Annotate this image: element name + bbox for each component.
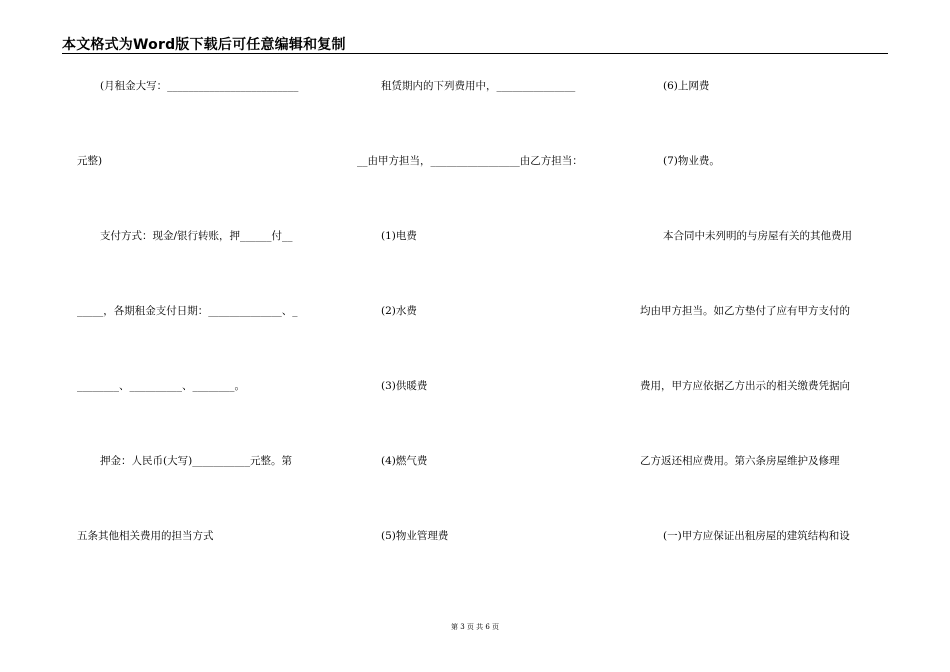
- middle-line-3: (1)电费: [381, 230, 417, 242]
- page-number-footer: 第 3 页 共 6 页: [450, 623, 500, 631]
- middle-line-5: (3)供暖费: [381, 380, 428, 392]
- middle-line-2: __由甲方担当，_________________由乙方担当：: [357, 155, 583, 167]
- left-line-1: (月租金大写：_________________________: [100, 80, 299, 92]
- right-line-3: 本合同中未列明的与房屋有关的其他费用: [663, 230, 852, 242]
- right-line-5: 费用，甲方应依据乙方出示的相关缴费凭据向: [640, 380, 850, 392]
- document-header-title: 本文格式为Word版下载后可任意编辑和复制: [62, 37, 346, 53]
- left-line-5: ________、__________、________。: [77, 380, 245, 392]
- middle-line-1: 租赁期内的下列费用中，_______________: [381, 80, 576, 92]
- right-line-2: (7)物业费。: [663, 155, 720, 167]
- left-line-6: 押金：人民币(大写)___________元整。第: [100, 455, 292, 467]
- middle-line-7: (5)物业管理费: [381, 530, 449, 542]
- left-line-7: 五条其他相关费用的担当方式: [77, 530, 214, 542]
- middle-line-6: (4)燃气费: [381, 455, 428, 467]
- left-line-4: _____，各期租金支付日期：______________、_: [77, 305, 298, 317]
- right-line-6: 乙方返还相应费用。第六条房屋维护及修理: [640, 455, 840, 467]
- header-divider: [62, 53, 888, 54]
- right-line-1: (6)上网费: [663, 80, 710, 92]
- middle-line-4: (2)水费: [381, 305, 417, 317]
- right-line-4: 均由甲方担当。如乙方垫付了应有甲方支付的: [640, 305, 850, 317]
- right-line-7: (一)甲方应保证出租房屋的建筑结构和设: [663, 530, 850, 542]
- left-line-2: 元整): [77, 155, 103, 167]
- left-line-3: 支付方式：现金/银行转账，押______付__: [100, 230, 293, 242]
